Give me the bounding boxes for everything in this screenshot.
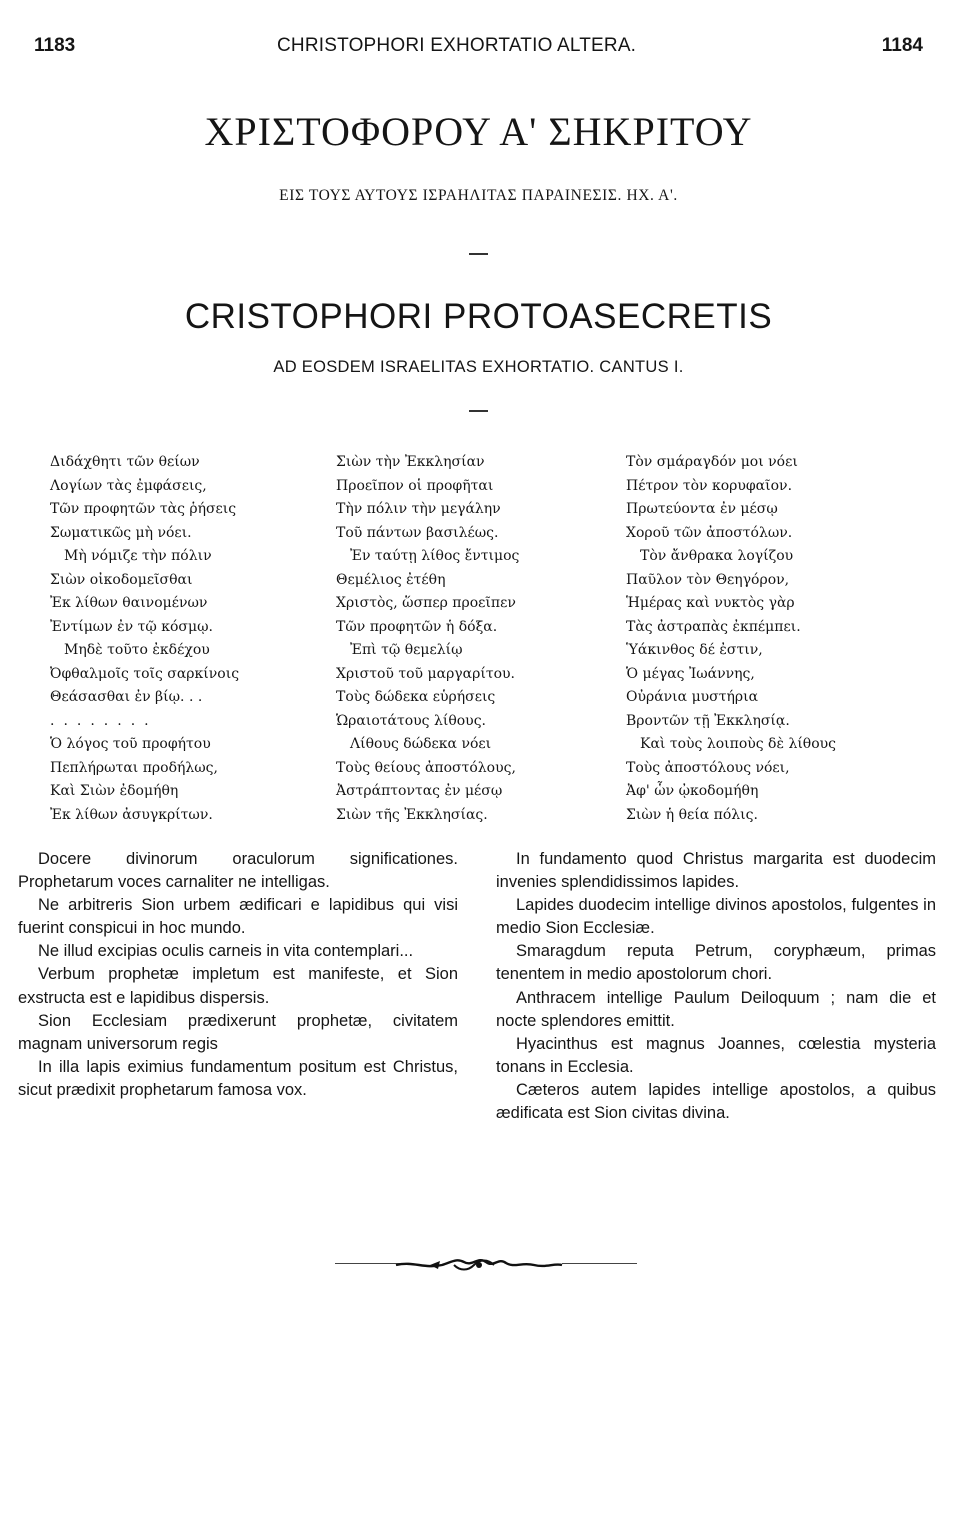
greek-verse-column-3	[626, 451, 836, 827]
verse-line: Θεμέλιος ἐτέθη	[336, 571, 446, 588]
translation-paragraph: Ne illud excipias oculis carneis in vita contemplari...	[38, 942, 414, 961]
verse-line: Ἐντίμων ἐν τῷ κόσμῳ.	[50, 618, 213, 635]
verse-line: Χριστοῦ τοῦ μαργαρίτου.	[336, 665, 515, 682]
verse-line: Τοὺς θείους ἀποστόλους,	[336, 759, 516, 776]
translation-paragraph: In fundamento quod Christus margarita est duodecim invenies splendidissimos lapides.	[496, 850, 936, 892]
translation-paragraph: Lapides duodecim intellige divinos apostolos, fulgentes in medio Sion Ecclesiæ.	[496, 896, 936, 938]
verse-line: Ἐν ταύτῃ λίθος ἔντιμος	[350, 548, 520, 564]
verse-line: Πέτρον τὸν κορυφαῖον.	[626, 477, 793, 494]
translation-paragraph: Docere divinorum oraculorum significationes. Prophetarum voces carnaliter ne intelligas.	[18, 850, 458, 892]
translation-paragraph: Ne arbitreris Sion urbem ædificari e lapidibus qui visi fuerint conspicui in hoc mundo.	[18, 896, 458, 938]
verse-line: Πρωτεύοντα ἐν μέσῳ	[626, 501, 778, 517]
verse-line: Τῶν προφητῶν τὰς ῥήσεις	[50, 501, 237, 517]
greek-verse-column-2	[336, 451, 519, 827]
verse-line: Ἡμέρας καὶ νυκτὸς γὰρ	[626, 595, 795, 611]
verse-line: Χοροῦ τῶν ἀποστόλων.	[626, 524, 793, 541]
greek-subtitle: ΕΙΣ ΤΟΥΣ ΑΥΤΟΥΣ ΙΣΡΑΗΛΙΤΑΣ ΠΑΡΑΙΝΕΣΙΣ. ΗΧ. Α'.	[279, 187, 678, 204]
page-number-right: 1184	[881, 35, 923, 56]
translation-paragraph: Hyacinthus est magnus Joannes, cœlestia mysteria tonans in Ecclesia.	[496, 1034, 936, 1076]
verse-line: Διδάχθητι τῶν θείων	[50, 454, 200, 470]
verse-line: Τὸν ἄνθρακα λογίζου	[640, 548, 794, 564]
translation-paragraph: Cæteros autem lapides intellige apostolos, a quibus ædificata est Sion civitas divina.	[496, 1080, 936, 1123]
verse-line: Προεῖπον οἱ προφῆται	[336, 477, 494, 494]
translation-paragraph: Anthracem intellige Paulum Deiloquum ; nam die et nocte splendores emittit.	[496, 988, 936, 1030]
verse-line: Τῶν προφητῶν ἡ δόξα.	[336, 618, 498, 635]
verse-line: Ὁ μέγας Ἰωάννης,	[626, 665, 755, 682]
verse-line: Λογίων τὰς ἐμφάσεις,	[50, 477, 207, 494]
translation-paragraph: Verbum prophetæ impletum est manifeste, et Sion exstructa est e lapidibus dispersis.	[18, 965, 458, 1007]
separator-dash	[469, 410, 488, 412]
latin-translation-column-1	[18, 848, 458, 1102]
greek-verse-column-1	[50, 451, 239, 827]
verse-line: Τοῦ πάντων βασιλέως.	[336, 524, 499, 541]
verse-line: Καὶ τοὺς λοιποὺς δὲ λίθους	[640, 736, 837, 752]
verse-line: Χριστὸς, ὥσπερ προεῖπεν	[336, 595, 516, 611]
verse-line: Λίθους δώδεκα νόει	[350, 736, 492, 752]
verse-line: Πεπλήρωται προδήλως,	[50, 759, 218, 776]
verse-line: Σιὼν τῆς Ἐκκλησίας.	[336, 806, 488, 823]
translation-paragraph: Smaragdum reputa Petrum, coryphæum, primas tenentem in medio apostolorum chori.	[496, 942, 936, 984]
verse-line: Μηδὲ τοῦτο ἐκδέχου	[64, 642, 210, 658]
flourish-icon	[394, 1253, 564, 1277]
separator-dash	[469, 253, 488, 255]
verse-line: Ἐπὶ τῷ θεμελίῳ	[350, 642, 463, 658]
latin-translation-column-2	[496, 848, 936, 1125]
verse-line: Καὶ Σιὼν ἐδομήθη	[50, 783, 179, 799]
verse-line: Τὴν πόλιν τὴν μεγάλην	[336, 501, 501, 517]
verse-line: Ὀφθαλμοῖς τοῖς σαρκίνοις	[50, 665, 240, 682]
verse-line: Σιὼν οἰκοδομεῖσθαι	[50, 571, 193, 588]
verse-line: Ὡραιοτάτους λίθους.	[336, 712, 486, 729]
latin-subtitle: AD EOSDEM ISRAELITAS EXHORTATIO. CANTUS I.	[273, 358, 684, 376]
verse-line: Τὸν σμάραγδόν μοι νόει	[626, 454, 798, 470]
verse-line: Οὐράνια μυστήρια	[626, 689, 759, 705]
verse-line: Τοὺς ἀποστόλους νόει,	[626, 759, 790, 776]
latin-title: CRISTOPHORI PROTOASECRETIS	[184, 297, 773, 336]
verse-line: Ἀστράπτοντας ἐν μέσῳ	[336, 783, 503, 799]
verse-line: Σιὼν τὴν Ἐκκλησίαν	[336, 454, 485, 470]
verse-line: Τοὺς δώδεκα εὑρήσεις	[336, 689, 496, 705]
greek-title: ΧΡΙΣΤΟΦΟΡΟΥ Α' ΣΗΚΡΙΤΟΥ	[204, 109, 753, 154]
verse-line: Σωματικῶς μὴ νόει.	[50, 524, 192, 541]
verse-line: Ὁ λόγος τοῦ προφήτου	[50, 736, 211, 752]
verse-line: Σιὼν ἡ θεία πόλις.	[626, 806, 758, 823]
verse-line: Ὑάκινθος δέ ἐστιν,	[626, 642, 763, 658]
running-title: CHRISTOPHORI EXHORTATIO ALTERA.	[277, 35, 637, 56]
translation-paragraph: Sion Ecclesiam prædixerunt prophetæ, civitatem magnam universorum regis	[18, 1011, 458, 1053]
verse-line: Ἐκ λίθων ἀσυγκρίτων.	[50, 806, 213, 823]
translation-paragraph: In illa lapis eximius fundamentum positum est Christus, sicut prædixit prophetarum famosa vox.	[18, 1057, 458, 1099]
verse-line: ........	[50, 712, 158, 729]
verse-line: Ἀφ' ὧν ᾠκοδομήθη	[626, 783, 759, 799]
verse-line: Ἐκ λίθων θαινομένων	[50, 595, 208, 611]
page-number-left: 1183	[34, 35, 76, 56]
verse-line: Μὴ νόμιζε τὴν πόλιν	[64, 548, 212, 564]
verse-line: Τὰς ἀστραπὰς ἐκπέμπει.	[626, 618, 801, 635]
verse-line: Θεάσασθαι ἐν βίῳ. . .	[50, 689, 203, 705]
ornament-flourish	[0, 1253, 957, 1281]
verse-line: Βροντῶν τῇ Ἐκκλησίᾳ.	[626, 712, 790, 729]
verse-line: Παῦλον τὸν Θεηγόρον,	[626, 571, 790, 588]
